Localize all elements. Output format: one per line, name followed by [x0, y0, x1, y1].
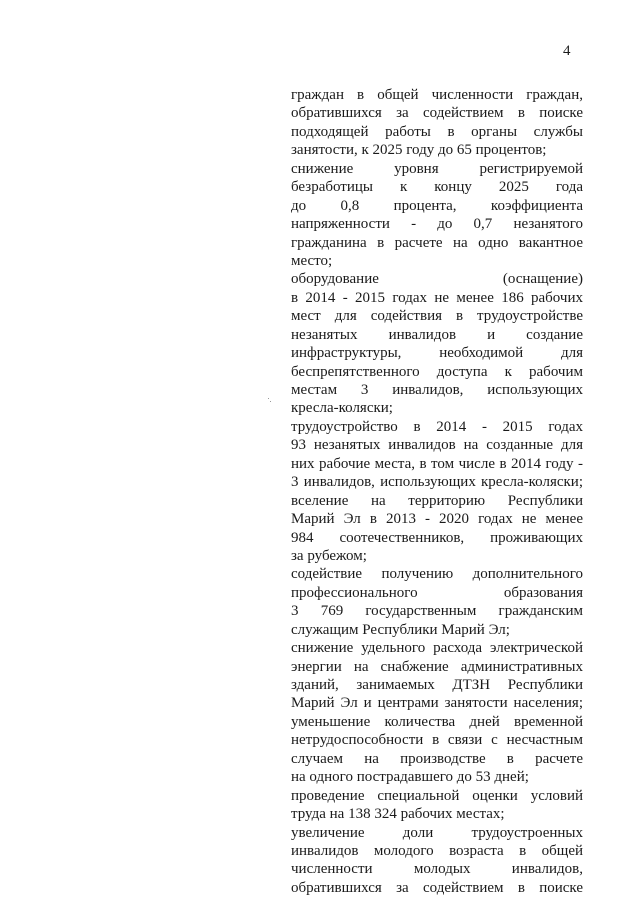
text-line: обратившихся за содействием в поиске [291, 879, 583, 896]
text-line: подходящей работы в органы службы [291, 123, 583, 140]
text-line: нетрудоспособности в связи с несчастным [291, 732, 583, 749]
text-line: 3 769 государственным гражданским [291, 603, 583, 620]
text-line: безработицы к концу 2025 года [291, 179, 583, 196]
text-line: Марий Эл в 2013 - 2020 годах не менее [291, 511, 583, 528]
text-line: граждан в общей численности граждан, [291, 87, 583, 103]
text-line: 93 незанятых инвалидов на созданные для [291, 437, 583, 454]
text-line: уменьшение количества дней временной [291, 713, 583, 730]
text-line: кресла-коляски; [291, 400, 393, 417]
text-line: до 0,8 процента, коэффициента [291, 197, 583, 214]
text-line: случаем на производстве в расчете [291, 750, 583, 767]
text-line: за рубежом; [291, 547, 367, 564]
text-line: численности молодых инвалидов, [291, 861, 583, 878]
page-number: 4 [563, 43, 571, 59]
scan-specks [268, 398, 271, 402]
text-line: них рабочие места, в том числе в 2014 году - [291, 455, 583, 472]
text-line: гражданина в расчете на одно вакантное [291, 234, 583, 251]
text-line: труда на 138 324 рабочих местах; [291, 806, 505, 823]
text-line: снижение уровня регистрируемой [291, 160, 583, 177]
text-line: трудоустройство в 2014 - 2015 годах [291, 418, 583, 435]
text-line: беспрепятственного доступа к рабочим [291, 363, 583, 380]
text-line: место; [291, 252, 333, 269]
text-line: занятости, к 2025 году до 65 процентов; [291, 142, 547, 159]
text-line: служащим Республики Марий Эл; [291, 621, 510, 638]
text-line: напряженности - до 0,7 незанятого [291, 216, 583, 233]
text-line: на одного пострадавшего до 53 дней; [291, 769, 529, 786]
text-line: энергии на снабжение административных [291, 658, 583, 675]
text-line: профессионального образования [291, 584, 583, 601]
text-line: инфраструктуры, необходимой для [291, 345, 583, 362]
text-line: увеличение доли трудоустроенных [291, 824, 583, 841]
text-line: вселение на территорию Республики [291, 492, 583, 509]
text-line: проведение специальной оценки условий [291, 787, 583, 804]
text-line: мест для содействия в трудоустройстве [291, 308, 583, 325]
text-line: содействие получению дополнительного [291, 566, 583, 583]
text-line: зданий, занимаемых ДТЗН Республики [291, 677, 583, 693]
text-line: Марий Эл и центрами занятости населения; [291, 695, 583, 712]
text-line: 984 соотечественников, проживающих [291, 529, 583, 546]
text-line: местам 3 инвалидов, использующих [291, 382, 583, 398]
text-line: обратившихся за содействием в поиске [291, 105, 583, 122]
text-line: в 2014 - 2015 годах не менее 186 рабочих [291, 289, 583, 306]
text-line: снижение удельного расхода электрической [291, 640, 583, 657]
text-line: инвалидов молодого возраста в общей [291, 842, 583, 859]
text-line: 3 инвалидов, использующих кресла-коляски; [291, 474, 583, 491]
text-line: оборудование (оснащение) [291, 271, 583, 288]
document-body-text [291, 86, 583, 897]
text-line: незанятых инвалидов и создание [291, 326, 583, 343]
